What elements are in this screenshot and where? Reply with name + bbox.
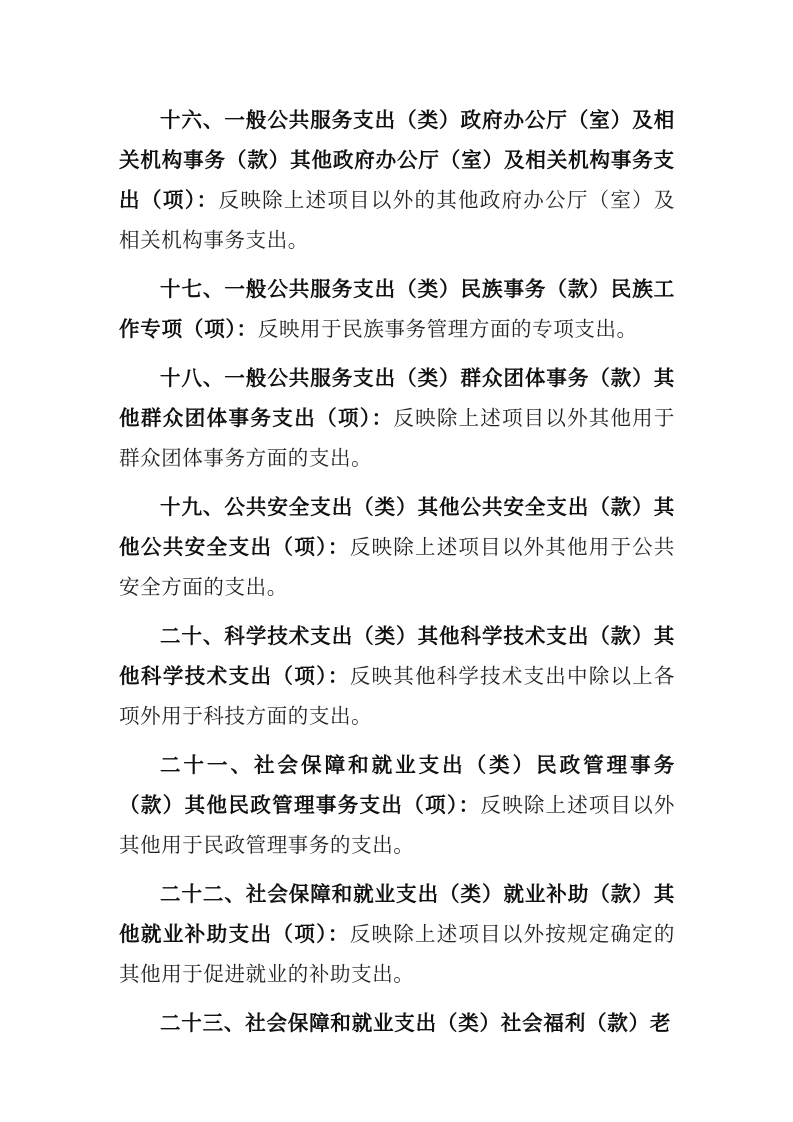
paragraph-heading: 十六、一般公共服务支出（类）政府办公厅（室）及相关机构事务（款）其他政府办公厅（室）及相关机构事务支出（项）： [119,108,675,212]
paragraph-heading: 十八、一般公共服务支出（类）群众团体事务（款）其他群众团体事务支出（项）： [119,366,675,430]
paragraph-18 [119,358,675,478]
paragraph-17 [119,269,675,349]
paragraph-21 [119,745,675,865]
paragraph-23 [119,1003,675,1043]
paragraph-19 [119,487,675,607]
paragraph-16 [119,100,675,260]
paragraph-22 [119,874,675,994]
paragraph-text: 反映除上述项目以外其他用于民政管理事务的支出。 [119,793,675,857]
paragraph-heading: 二十一、社会保障和就业支出（类）民政管理事务（款）其他民政管理事务支出（项）： [119,753,675,817]
paragraph-text: 反映除上述项目以外其他用于公共安全方面的支出。 [119,535,675,599]
paragraph-text: 反映其他科学技术支出中除以上各项外用于科技方面的支出。 [119,664,675,728]
paragraph-heading: 十七、一般公共服务支出（类）民族事务（款）民族工作专项（项）： [119,277,675,341]
paragraph-text: 反映用于民族事务管理方面的专项支出。 [257,317,638,341]
paragraph-text: 反映除上述项目以外其他用于群众团体事务方面的支出。 [119,406,675,470]
paragraph-heading: 十九、公共安全支出（类）其他公共安全支出（款）其他公共安全支出（项）： [119,495,675,559]
paragraph-heading: 二十、科学技术支出（类）其他科学技术支出（款）其他科学技术支出（项）： [119,624,675,688]
paragraph-text: 反映除上述项目以外按规定确定的其他用于促进就业的补助支出。 [119,922,675,986]
paragraph-20 [119,616,675,736]
document-body [119,100,675,1052]
paragraph-heading: 二十三、社会保障和就业支出（类）社会福利（款）老 [160,1011,672,1035]
paragraph-text: 反映除上述项目以外的其他政府办公厅（室）及相关机构事务支出。 [119,188,675,252]
paragraph-heading: 二十二、社会保障和就业支出（类）就业补助（款）其他就业补助支出（项）： [119,882,675,946]
